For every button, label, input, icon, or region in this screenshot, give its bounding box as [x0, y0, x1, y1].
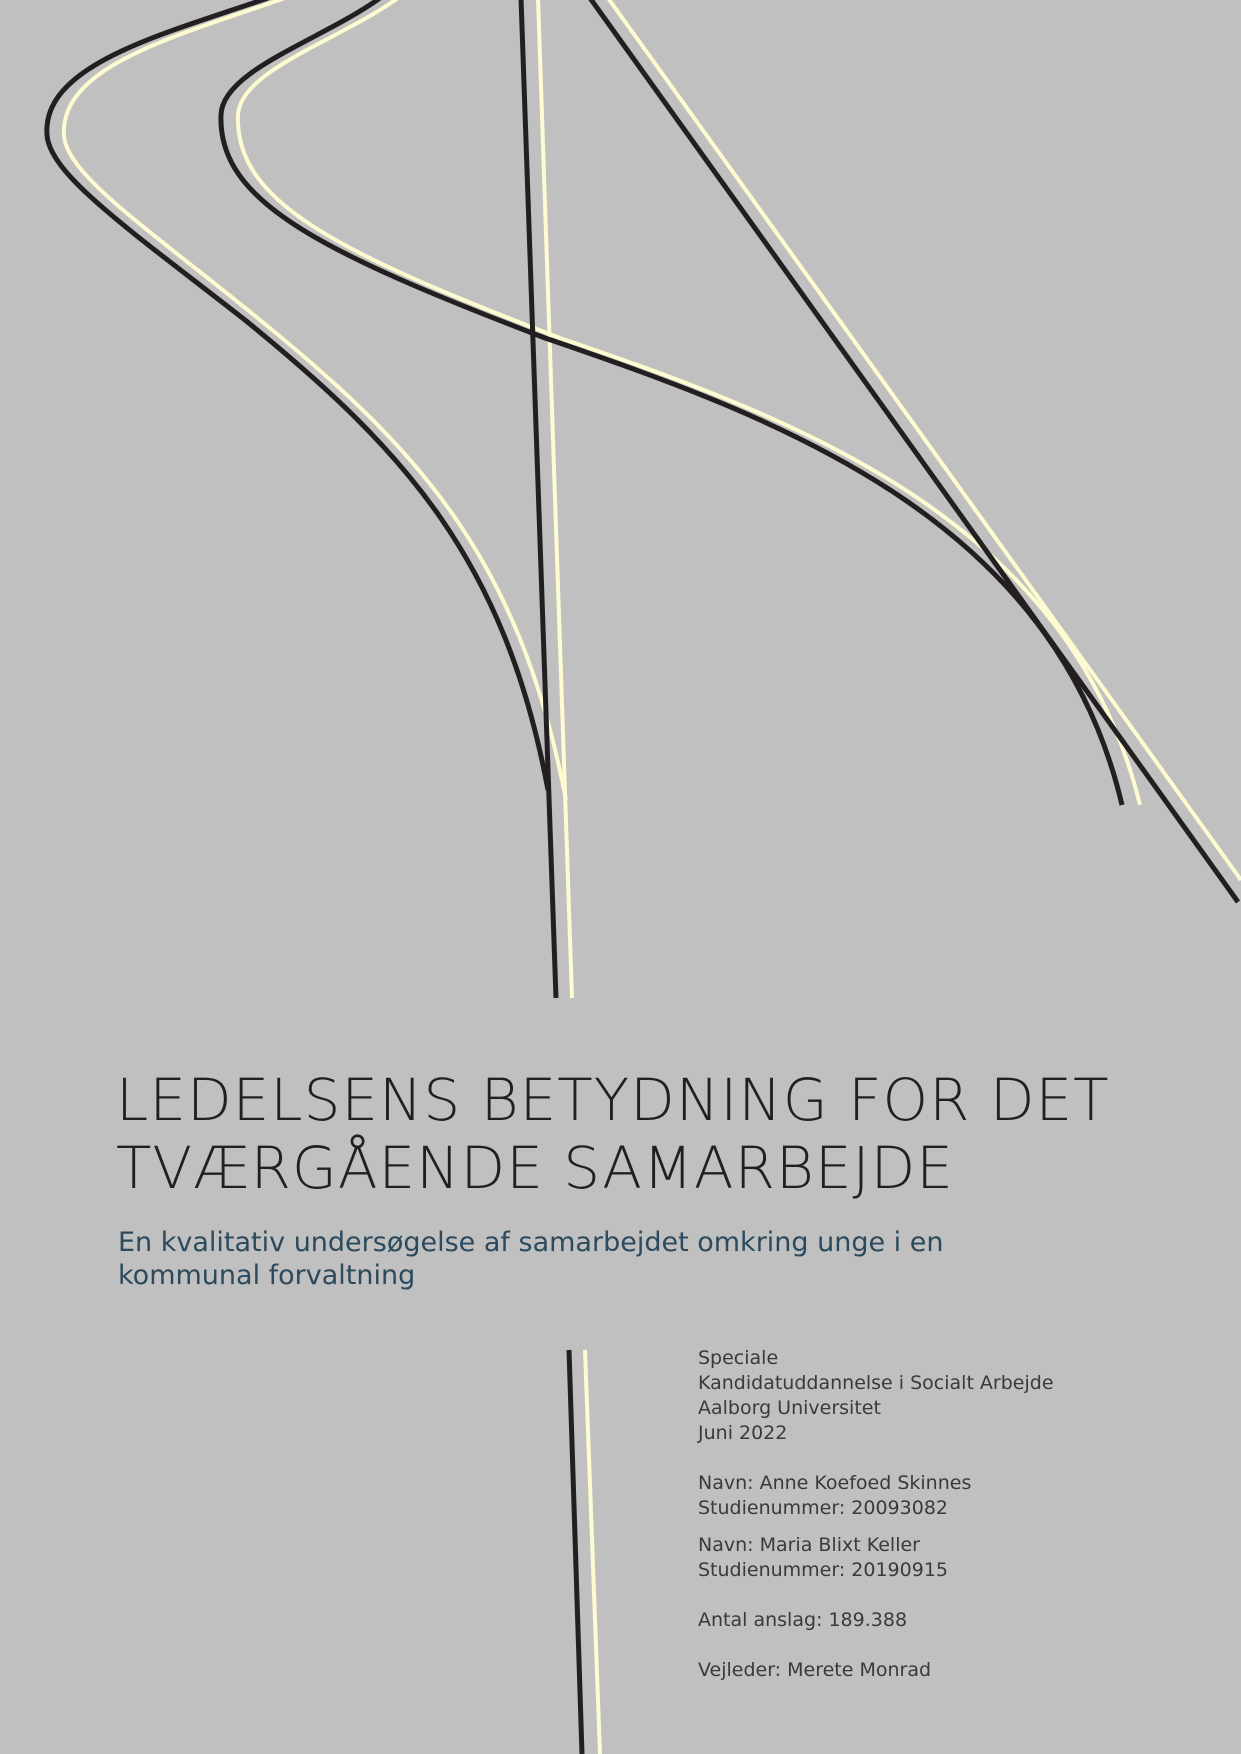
cream-curve-left	[64, 0, 566, 800]
author-1-student-number: Studienummer: 20093082	[698, 1497, 948, 1519]
cream-line-diagonal	[608, 0, 1241, 880]
supervisor: Vejleder: Merete Monrad	[698, 1659, 932, 1681]
submission-date: Juni 2022	[698, 1422, 788, 1444]
dark-line-diagonal	[590, 0, 1238, 902]
author-2-student-number: Studienummer: 20190915	[698, 1559, 948, 1581]
info-block	[698, 1346, 1138, 1708]
thesis-details	[698, 1346, 1138, 1446]
author-1	[698, 1471, 1138, 1521]
cream-curve-right	[238, 0, 1140, 805]
author-2-name: Navn: Maria Blixt Keller	[698, 1534, 920, 1556]
university-name: Aalborg Universitet	[698, 1397, 881, 1419]
character-count: Antal anslag: 189.388	[698, 1609, 908, 1631]
author-2	[698, 1533, 1138, 1583]
thesis-type: Speciale	[698, 1347, 779, 1369]
subtitle: En kvalitativ undersøgelse af samarbejdet omkring unge i en kommunal forvaltning	[118, 1227, 944, 1291]
dark-line-vertical-top	[521, 0, 556, 998]
page-title	[116, 1066, 1196, 1202]
dark-curve-left	[47, 0, 548, 790]
author-1-name: Navn: Anne Koefoed Skinnes	[698, 1472, 972, 1494]
title-line-1: LEDELSENS BETYDNING FOR DET	[116, 1066, 1110, 1134]
cream-line-vertical-bottom	[585, 1350, 600, 1754]
program-name: Kandidatuddannelse i Socialt Arbejde	[698, 1372, 1054, 1394]
cream-line-vertical-top	[538, 0, 572, 998]
dark-line-vertical-bottom	[569, 1350, 582, 1754]
title-line-2: TVÆRGÅENDE SAMARBEJDE	[116, 1134, 954, 1202]
